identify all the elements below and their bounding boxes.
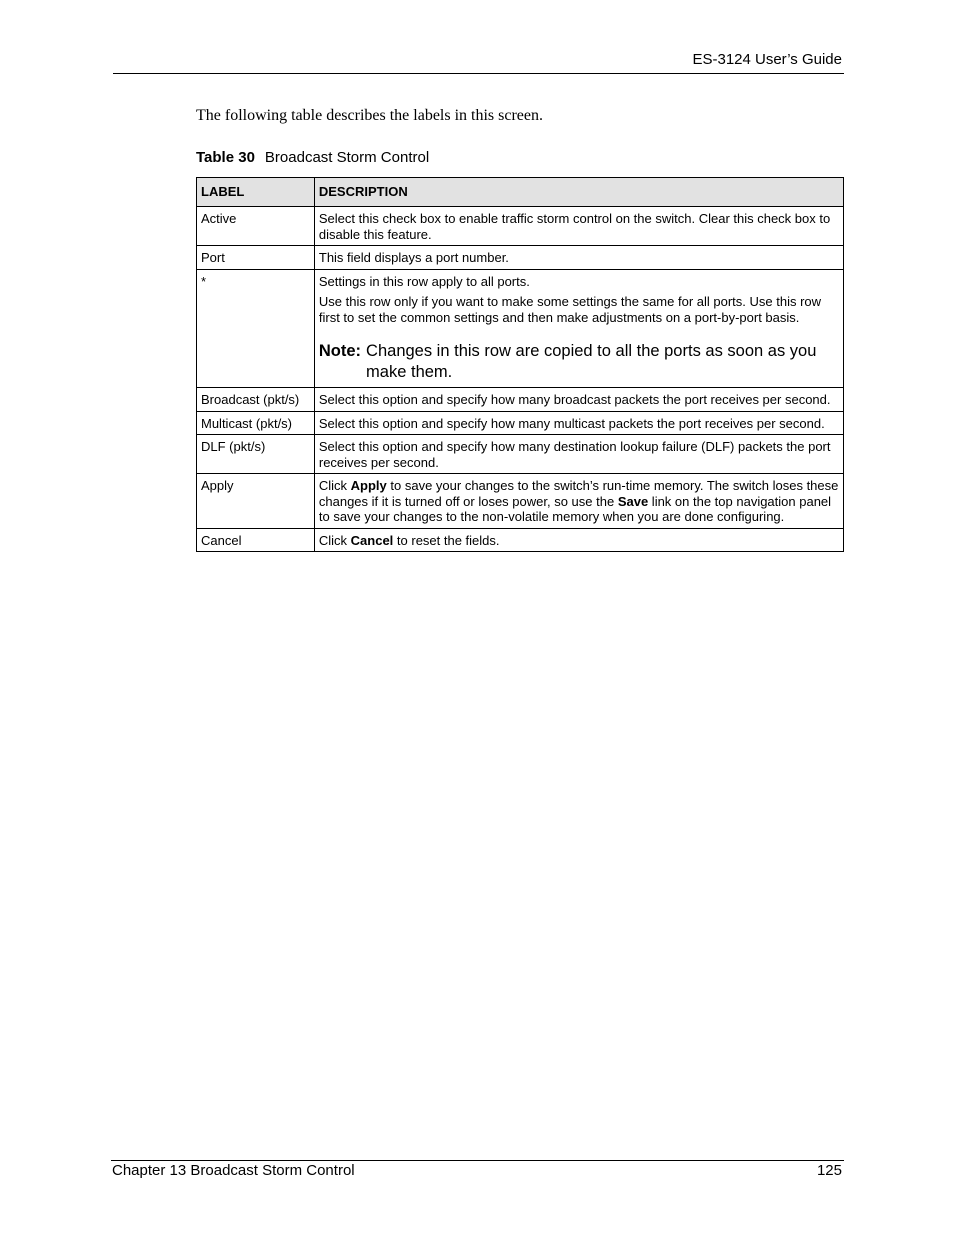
- intro-paragraph: The following table describes the labels in this screen.: [196, 107, 544, 124]
- text-run: Click: [318, 532, 351, 548]
- table-row: [197, 388, 844, 412]
- table-caption: [196, 149, 429, 166]
- row-description: [314, 411, 843, 435]
- row-label: DLF (pkt/s): [197, 435, 315, 474]
- bold-term-save: Save: [617, 493, 649, 509]
- description-text: Select this option and specify how many broadcast packets the port receives per second.: [318, 392, 831, 407]
- text-run: to reset the fields.: [393, 532, 500, 548]
- text-run: Click: [318, 478, 351, 493]
- table-row: [197, 246, 844, 270]
- row-label: Port: [197, 246, 315, 270]
- column-header-label: LABEL: [197, 178, 315, 207]
- footer-rule: [111, 1160, 844, 1161]
- bold-term-apply: Apply: [350, 478, 387, 493]
- description-text: [319, 478, 839, 525]
- table-row: [197, 528, 844, 552]
- row-description: [314, 269, 843, 388]
- description-text: This field displays a port number.: [318, 250, 509, 265]
- bold-term-cancel: Cancel: [350, 532, 394, 548]
- row-description: [314, 528, 843, 552]
- table-caption-number: Table 30: [196, 149, 255, 166]
- text-run: to save your changes to the switch’s run-time memory. The switch loses these changes if it is turned off or loses power, so use the: [318, 478, 839, 509]
- row-label: Apply: [197, 474, 315, 529]
- footer-page-number: 125: [816, 1162, 842, 1179]
- table-header-row: [197, 178, 844, 207]
- table-row: [197, 269, 844, 388]
- footer-chapter-title: Chapter 13 Broadcast Storm Control: [112, 1162, 355, 1179]
- text-run: link on the top navigation panel to save your changes to the non-volatile memory when you are done configuring.: [318, 493, 832, 524]
- table-row: [197, 207, 844, 246]
- row-description: [314, 474, 843, 529]
- row-label: Broadcast (pkt/s): [197, 388, 315, 412]
- description-text: Select this option and specify how many multicast packets the port receives per second.: [318, 415, 825, 431]
- header-rule: [113, 73, 844, 74]
- note-text: Changes in this row are copied to all the ports as soon as you make them.: [366, 342, 817, 381]
- row-description: [314, 207, 843, 246]
- table-row: [197, 411, 844, 435]
- description-text: Settings in this row apply to all ports.: [318, 273, 530, 289]
- row-description: [314, 435, 843, 474]
- labels-table: [196, 177, 844, 552]
- row-label: Multicast (pkt/s): [197, 411, 315, 435]
- table-row: [197, 435, 844, 474]
- description-text: [319, 533, 839, 549]
- note-label: Note:: [318, 342, 362, 360]
- row-label: Active: [197, 207, 315, 246]
- table-row: [197, 474, 844, 529]
- description-text: Select this check box to enable traffic storm control on the switch. Clear this check box to disable this feature.: [318, 211, 831, 242]
- row-label: *: [197, 269, 315, 388]
- row-description: [314, 388, 843, 412]
- row-description: [314, 246, 843, 270]
- row-label: Cancel: [197, 528, 315, 552]
- description-text: Select this option and specify how many destination lookup failure (DLF) packets the port receives per second.: [318, 439, 831, 470]
- table-caption-title: Broadcast Storm Control: [264, 149, 430, 166]
- description-text: Use this row only if you want to make some settings the same for all ports. Use this row first to set the common settings and then make adjustments on a port-by-port basis.: [318, 294, 822, 325]
- note-block: [319, 341, 839, 384]
- running-header-title: ES-3124 User’s Guide: [692, 51, 842, 68]
- column-header-description: DESCRIPTION: [314, 178, 843, 207]
